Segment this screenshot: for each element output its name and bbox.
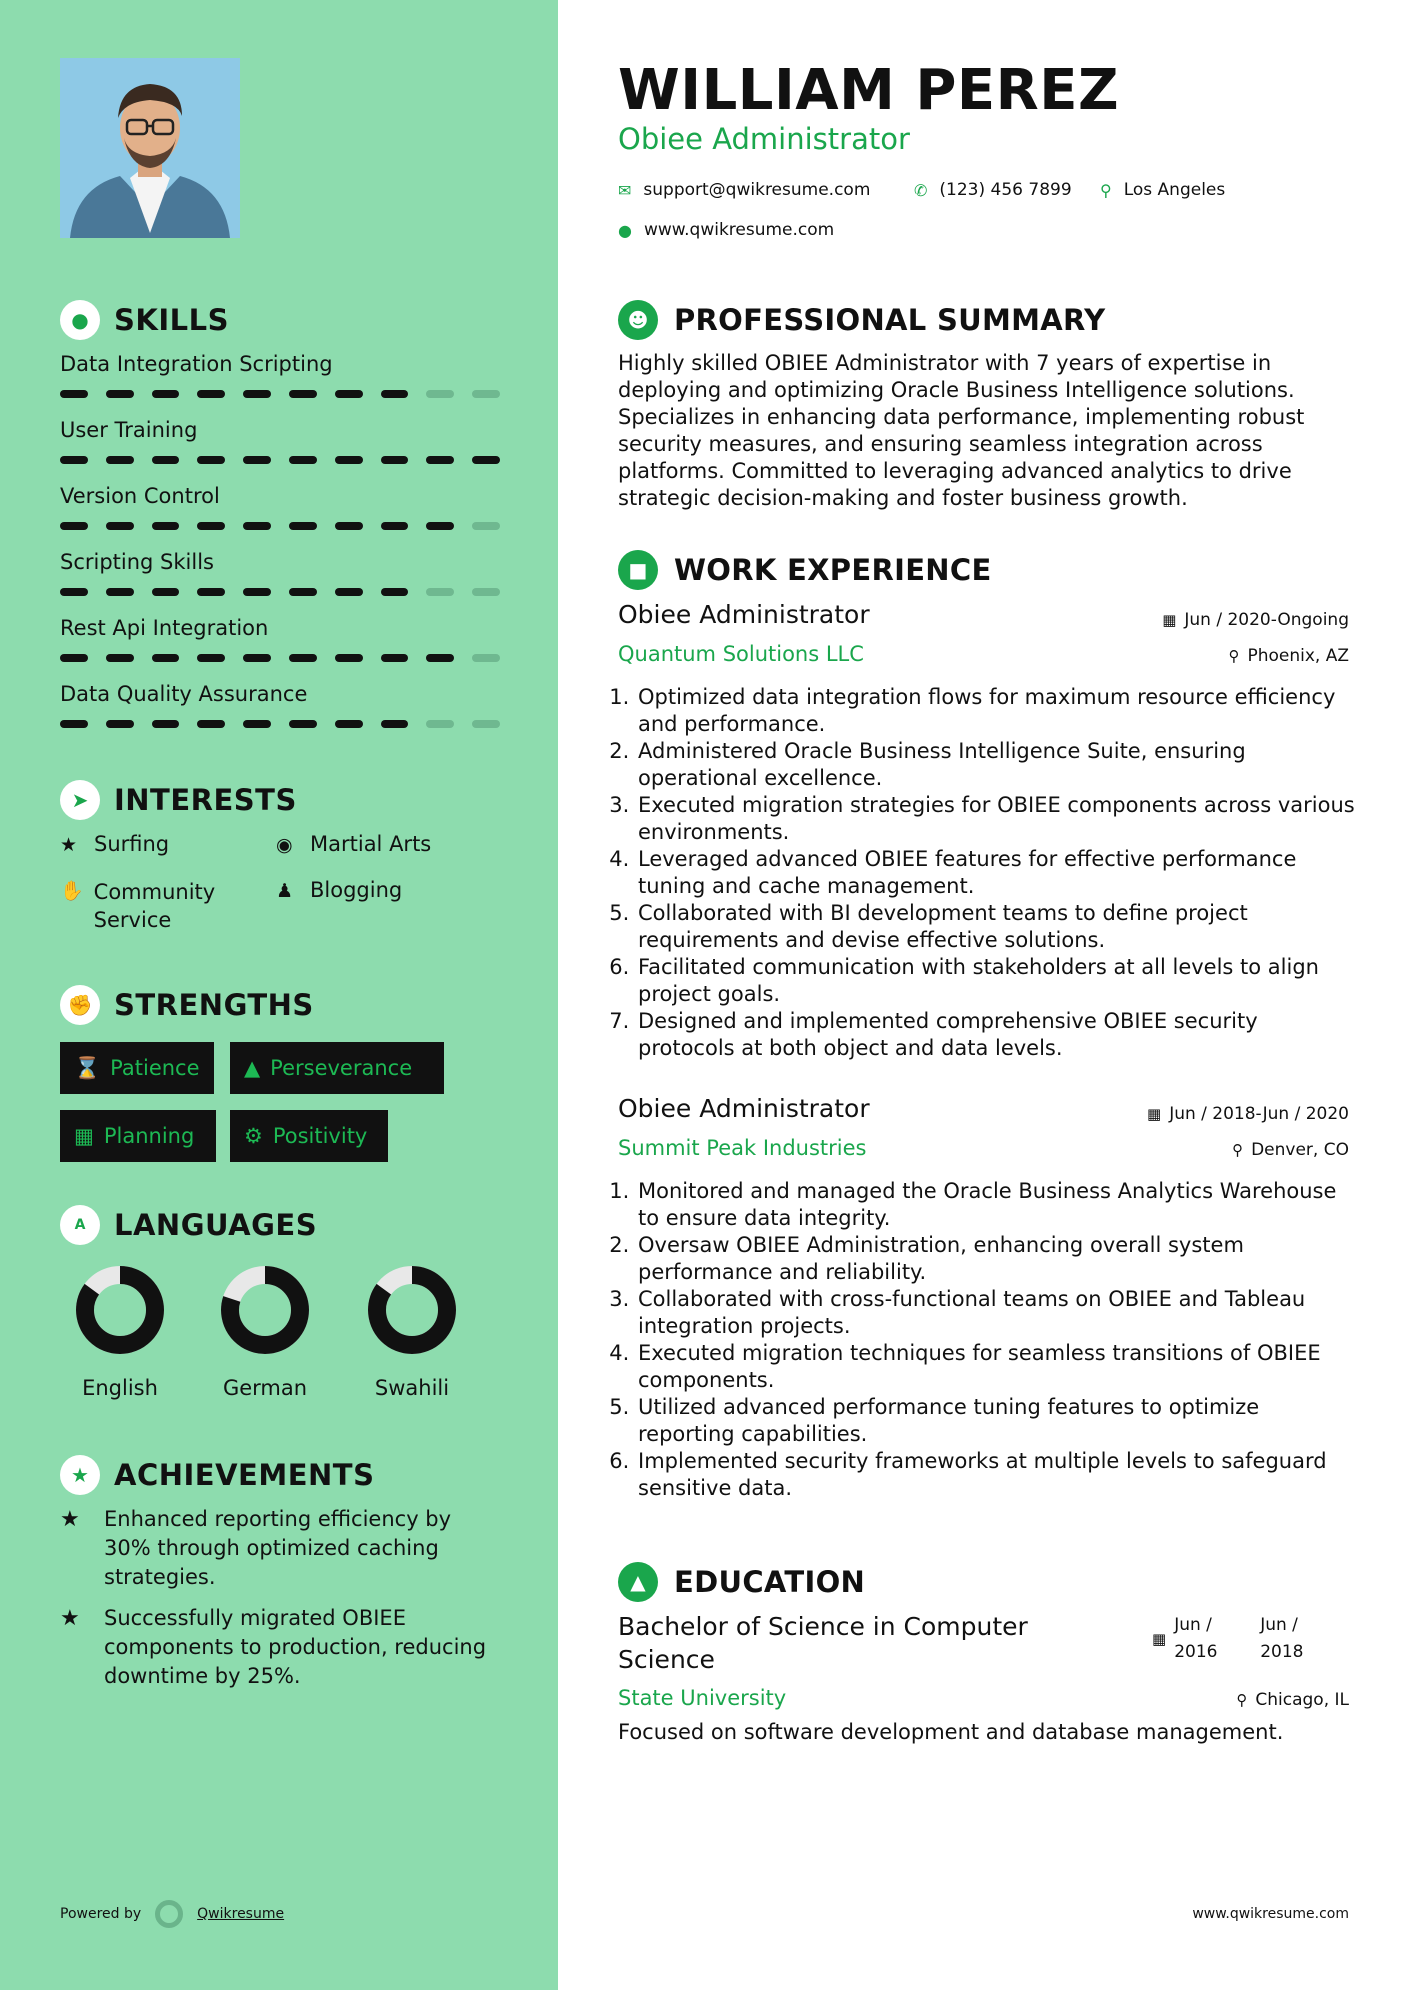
education-start-text: Jun / 2016 <box>1174 1615 1218 1662</box>
duty-item: 2. Administered Oracle Business Intelligence Suite, ensuring operational excellence. <box>636 738 1358 792</box>
skill-item <box>60 418 500 464</box>
skill-level-dash <box>335 456 363 464</box>
skill-level-dash <box>472 720 500 728</box>
footer-url[interactable]: www.qwikresume.com <box>1192 1906 1349 1922</box>
fist-icon: ✊ <box>60 985 100 1025</box>
contact-phone[interactable] <box>914 180 1072 200</box>
duty-item: 5. Utilized advanced performance tuning features to optimize reporting capabilities. <box>636 1394 1358 1448</box>
education-location-text: Chicago, IL <box>1255 1690 1349 1710</box>
skill-level-dash <box>106 654 134 662</box>
skill-name: User Training <box>60 418 198 442</box>
skill-level-dash <box>381 390 409 398</box>
skill-level-dash <box>472 654 500 662</box>
skill-level-dash <box>472 522 500 530</box>
main-content <box>558 0 1407 1990</box>
job-role: Obiee Administrator <box>618 600 870 629</box>
language-proficiency-ring <box>364 1262 460 1358</box>
skills-title: SKILLS <box>114 303 229 337</box>
skill-level-dash <box>289 456 317 464</box>
interest-label: Blogging <box>310 878 403 902</box>
strength-tag <box>60 1042 214 1094</box>
language-name: English <box>82 1376 158 1400</box>
qwikresume-link[interactable]: Qwikresume <box>197 1906 285 1922</box>
skill-item <box>60 550 500 596</box>
summary-header <box>618 300 1105 340</box>
strength-tag <box>230 1042 444 1094</box>
profile-photo <box>60 58 240 238</box>
calendar-icon: ▦ <box>1152 1630 1167 1648</box>
education-school: State University <box>618 1686 787 1710</box>
job-duties-list <box>618 684 1358 1062</box>
duty-item: 6. Implemented security frameworks at multiple levels to safeguard sensitive data. <box>636 1448 1358 1502</box>
languages-header <box>60 1205 317 1245</box>
briefcase-icon: ■ <box>618 550 658 590</box>
education-end-text: Jun / 2018 <box>1260 1615 1304 1662</box>
pushpin-icon: ⚲ <box>1228 647 1240 665</box>
education-description: Focused on software development and database management. <box>618 1720 1284 1744</box>
achievement-text: Enhanced reporting efficiency by 30% through optimized caching strategies. <box>104 1507 452 1589</box>
job-location-text: Denver, CO <box>1251 1140 1349 1160</box>
degree-line-2: Science <box>618 1645 715 1674</box>
skill-level-dash <box>152 390 180 398</box>
skill-level-dash <box>243 522 271 530</box>
skill-level-bar <box>60 588 500 596</box>
skill-level-dash <box>60 720 88 728</box>
skill-level-dash <box>60 588 88 596</box>
education-dates <box>1152 1612 1320 1666</box>
skill-level-dash <box>197 522 225 530</box>
star-icon: ★ <box>60 1507 80 1532</box>
experience-header <box>618 550 992 590</box>
phone-text: (123) 456 7899 <box>939 180 1072 200</box>
duty-item: 6. Facilitated communication with stakeholders at all levels to align project goals. <box>636 954 1358 1008</box>
interests-title: INTERESTS <box>114 783 297 817</box>
skill-level-dash <box>426 588 454 596</box>
user-icon: ☻ <box>618 300 658 340</box>
sidebar <box>0 0 558 1990</box>
skill-level-dash <box>197 390 225 398</box>
job-company: Summit Peak Industries <box>618 1136 867 1160</box>
duty-item: 4. Executed migration techniques for seamless transitions of OBIEE components. <box>636 1340 1358 1394</box>
skill-level-dash <box>106 720 134 728</box>
language-icon: A <box>60 1205 100 1245</box>
hand-icon: ✋ <box>60 880 84 902</box>
interest-item <box>276 832 431 858</box>
skill-item <box>60 484 500 530</box>
paper-plane-icon: ➤ <box>60 780 100 820</box>
strength-label: Patience <box>110 1056 200 1080</box>
skill-name: Version Control <box>60 484 220 508</box>
summary-title: PROFESSIONAL SUMMARY <box>674 303 1106 337</box>
skill-level-dash <box>335 720 363 728</box>
achievement-item <box>60 1604 500 1691</box>
calendar-icon: ▦ <box>74 1124 94 1148</box>
binoculars-icon: ▲ <box>244 1056 261 1080</box>
duty-item: 3. Collaborated with cross-functional teams on OBIEE and Tableau integration projects. <box>636 1286 1358 1340</box>
star-icon: ★ <box>60 1606 80 1631</box>
contact-email[interactable] <box>618 180 870 200</box>
candidate-name: WILLIAM PEREZ <box>618 58 1120 123</box>
skill-level-dash <box>243 390 271 398</box>
job-location-text: Phoenix, AZ <box>1247 646 1349 666</box>
map-pin-icon: ⚲ <box>1100 180 1112 200</box>
skill-level-bar <box>60 390 500 398</box>
skill-level-dash <box>335 522 363 530</box>
calendar-icon: ▦ <box>1162 611 1177 629</box>
skill-level-dash <box>60 654 88 662</box>
skill-level-dash <box>472 456 500 464</box>
language-item <box>50 1262 190 1400</box>
skill-level-bar <box>60 654 500 662</box>
skill-level-dash <box>472 390 500 398</box>
duty-item: 5. Collaborated with BI development teams to define project requirements and devise effective solutions. <box>636 900 1358 954</box>
strength-tag <box>60 1110 216 1162</box>
language-proficiency-ring <box>217 1262 313 1358</box>
achievement-item <box>60 1505 500 1592</box>
duty-item: 1. Monitored and managed the Oracle Business Analytics Warehouse to ensure data integrity. <box>636 1178 1358 1232</box>
skill-level-dash <box>335 588 363 596</box>
strength-label: Perseverance <box>270 1056 413 1080</box>
skill-level-dash <box>152 522 180 530</box>
language-item <box>342 1262 482 1400</box>
skill-level-dash <box>472 588 500 596</box>
language-name: German <box>222 1376 308 1400</box>
interests-header <box>60 780 297 820</box>
skill-level-dash <box>381 456 409 464</box>
skill-level-bar <box>60 456 500 464</box>
skill-level-dash <box>152 720 180 728</box>
skill-level-dash <box>243 588 271 596</box>
achievements-title: ACHIEVEMENTS <box>114 1458 375 1492</box>
achievements-header <box>60 1455 374 1495</box>
contact-website[interactable] <box>618 220 834 240</box>
job-dates-text: Jun / 2020-Ongoing <box>1184 610 1349 630</box>
skill-level-dash <box>197 720 225 728</box>
skill-level-bar <box>60 720 500 728</box>
skill-level-dash <box>197 654 225 662</box>
powered-by-label: Powered by <box>60 1906 142 1922</box>
skill-level-dash <box>106 588 134 596</box>
strengths-header <box>60 985 314 1025</box>
strength-label: Planning <box>103 1124 195 1148</box>
location-text: Los Angeles <box>1123 180 1226 200</box>
job-company: Quantum Solutions LLC <box>618 642 864 666</box>
phone-icon: ✆ <box>914 180 928 200</box>
skill-level-dash <box>60 456 88 464</box>
skill-level-dash <box>152 456 180 464</box>
interest-item <box>60 878 250 934</box>
job-dates <box>1162 610 1349 630</box>
duty-item: 3. Executed migration strategies for OBIEE components across various environments. <box>636 792 1358 846</box>
experience-title: WORK EXPERIENCE <box>674 553 992 587</box>
star-icon: ★ <box>60 834 78 856</box>
skill-level-dash <box>426 456 454 464</box>
trophy-star-icon: ★ <box>60 1455 100 1495</box>
skill-level-dash <box>381 522 409 530</box>
skill-name: Data Quality Assurance <box>60 682 308 706</box>
education-header <box>618 1562 865 1602</box>
skill-level-dash <box>197 588 225 596</box>
job-dates-text: Jun / 2018-Jun / 2020 <box>1169 1104 1349 1124</box>
skill-level-dash <box>381 654 409 662</box>
skill-level-dash <box>381 588 409 596</box>
job-role: Obiee Administrator <box>618 1094 870 1123</box>
education-degree <box>618 1610 1028 1676</box>
person-portrait-image <box>60 58 240 238</box>
skill-level-dash <box>152 588 180 596</box>
achievement-text: Successfully migrated OBIEE components to production, reducing downtime by 25%. <box>104 1606 487 1688</box>
envelope-icon: ✉ <box>618 180 632 200</box>
skill-level-dash <box>243 456 271 464</box>
skill-level-dash <box>426 522 454 530</box>
website-text: www.qwikresume.com <box>643 220 835 240</box>
interest-label: Martial Arts <box>310 832 432 856</box>
gear-icon: ⚙ <box>244 1124 263 1148</box>
graduation-icon: ▲ <box>618 1562 658 1602</box>
interest-item <box>60 832 169 858</box>
education-location <box>1236 1690 1349 1710</box>
hourglass-icon: ⌛ <box>74 1055 101 1080</box>
interest-item <box>276 878 402 904</box>
language-proficiency-ring <box>72 1262 168 1358</box>
skill-level-dash <box>381 720 409 728</box>
qwikresume-logo-icon <box>155 1900 183 1928</box>
pushpin-icon: ⚲ <box>1236 1691 1248 1709</box>
languages-title: LANGUAGES <box>114 1208 318 1242</box>
powered-by <box>60 1900 284 1928</box>
duty-item: 1. Optimized data integration flows for maximum resource efficiency and performance. <box>636 684 1358 738</box>
skill-item <box>60 616 500 662</box>
skill-level-dash <box>426 720 454 728</box>
skill-level-dash <box>426 654 454 662</box>
skill-level-dash <box>335 654 363 662</box>
skill-level-dash <box>243 654 271 662</box>
pushpin-icon: ⚲ <box>1232 1141 1244 1159</box>
strength-label: Positivity <box>272 1124 368 1148</box>
skill-level-dash <box>106 390 134 398</box>
strength-tag <box>230 1110 388 1162</box>
calendar-icon: ▦ <box>1147 1105 1162 1123</box>
skill-level-bar <box>60 522 500 530</box>
skill-level-dash <box>60 522 88 530</box>
skill-level-dash <box>106 522 134 530</box>
skill-level-dash <box>426 390 454 398</box>
skill-level-dash <box>152 654 180 662</box>
skill-level-dash <box>197 456 225 464</box>
skill-level-dash <box>289 720 317 728</box>
skill-level-dash <box>289 654 317 662</box>
job-duties-list <box>618 1178 1358 1502</box>
job-location <box>1232 1140 1349 1160</box>
education-title: EDUCATION <box>674 1565 866 1599</box>
skill-level-dash <box>243 720 271 728</box>
job-dates <box>1147 1104 1349 1124</box>
job-location <box>1228 646 1349 666</box>
skill-item <box>60 682 500 728</box>
globe-icon: ● <box>618 220 632 240</box>
skill-level-dash <box>106 456 134 464</box>
globe-icon: ◉ <box>276 834 293 856</box>
education-start <box>1152 1612 1224 1666</box>
summary-text: Highly skilled OBIEE Administrator with 7 years of expertise in deploying and optimizing Oracle Business Intelligence solutions. Specializes in enhancing data performance, implementing robust security measures, and ensuring seamless integration across platforms. Committed to leveraging advanced analytics to drive strategic decision-making and foster business growth. <box>618 351 1305 510</box>
interest-label: Community Service <box>93 880 216 932</box>
skill-name: Rest Api Integration <box>60 616 269 640</box>
skill-level-dash <box>289 522 317 530</box>
contact-location <box>1100 180 1225 200</box>
candidate-title: Obiee Administrator <box>618 122 910 156</box>
duty-item: 7. Designed and implemented comprehensive OBIEE security protocols at both object and data levels. <box>636 1008 1358 1062</box>
email-text: support@qwikresume.com <box>643 180 871 200</box>
duty-item: 2. Oversaw OBIEE Administration, enhancing overall system performance and reliability. <box>636 1232 1358 1286</box>
strengths-title: STRENGTHS <box>114 988 314 1022</box>
interest-label: Surfing <box>94 832 170 856</box>
skill-name: Data Integration Scripting <box>60 352 333 376</box>
skill-item <box>60 352 500 398</box>
language-item <box>195 1262 335 1400</box>
lightbulb-icon: ● <box>60 300 100 340</box>
language-name: Swahili <box>374 1376 450 1400</box>
degree-line-1: Bachelor of Science in Computer <box>618 1612 1028 1641</box>
skill-level-dash <box>289 588 317 596</box>
duty-item: 4. Leveraged advanced OBIEE features for effective performance tuning and cache management. <box>636 846 1358 900</box>
skills-header <box>60 300 229 340</box>
users-icon: ♟ <box>276 880 294 902</box>
skill-name: Scripting Skills <box>60 550 214 574</box>
skill-level-dash <box>335 390 363 398</box>
skill-level-dash <box>60 390 88 398</box>
skill-level-dash <box>289 390 317 398</box>
